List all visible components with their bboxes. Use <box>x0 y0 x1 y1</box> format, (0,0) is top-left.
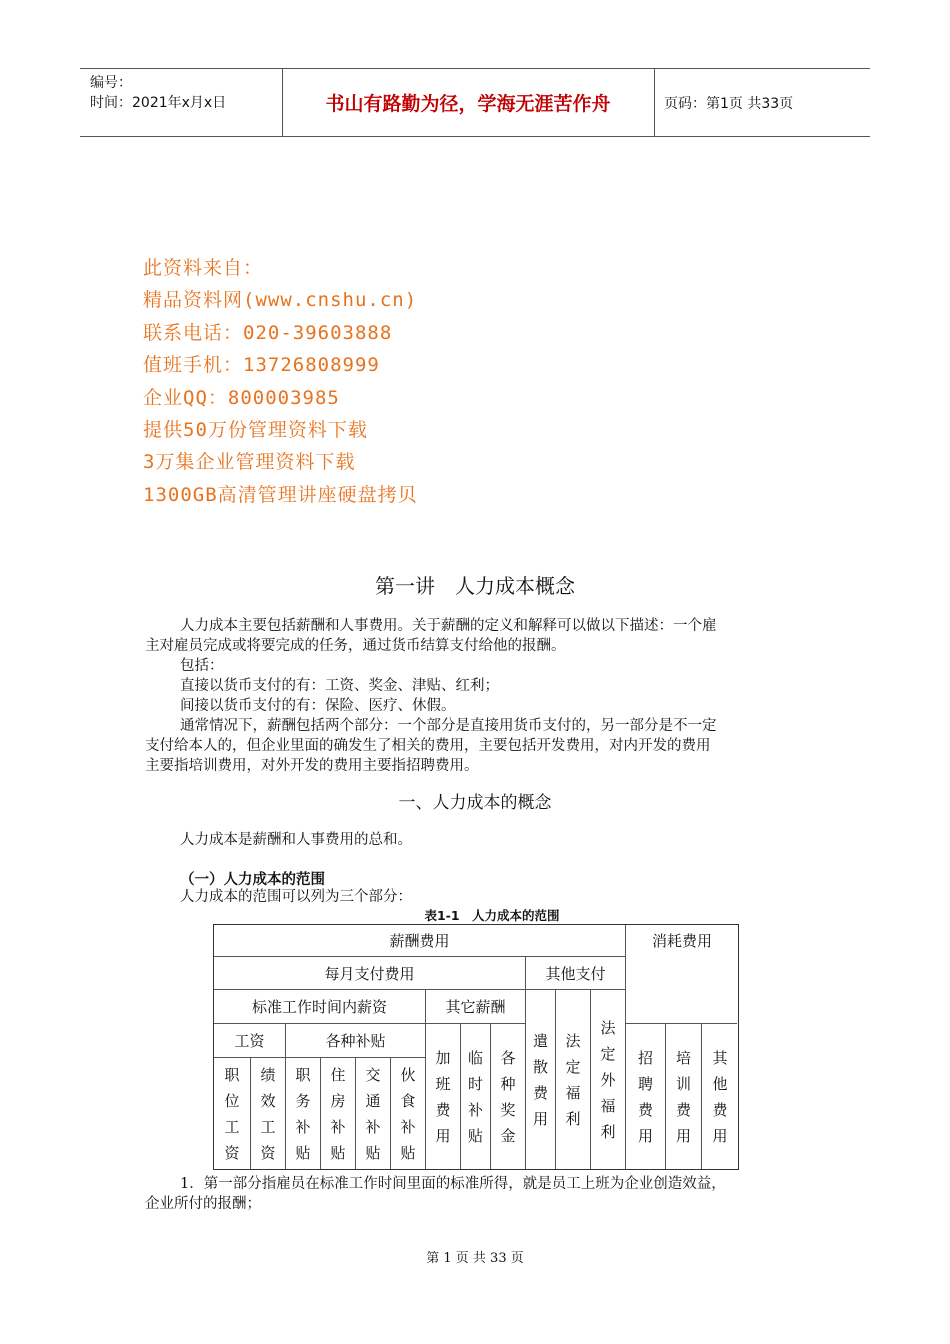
header-other-payment: 其他支付 <box>545 964 606 983</box>
item-text: 企业所付的报酬； <box>145 1196 261 1212</box>
source-line: 此资料来自： <box>143 257 264 279</box>
intro-line: 直接以货币支付的有：工资、奖金、津贴、红利； <box>180 678 499 694</box>
header-consumption-cost: 消耗费用 <box>651 932 712 950</box>
section-text: 人力成本是薪酬和人事费用的总和。 <box>180 832 412 848</box>
table-column-cell: 各 种 奖 金 <box>500 1048 516 1145</box>
date-label: 时间：2021年x月x日 <box>90 95 227 111</box>
table-column-cell: 法 定 外 福 利 <box>600 1018 616 1141</box>
subsection-title: （一）人力成本的范围 <box>180 872 325 888</box>
intro-line: 通常情况下，薪酬包括两个部分：一个部分是直接用货币支付的，另一部分是不一定 <box>180 718 717 734</box>
table-column-cell: 交 通 补 贴 <box>365 1065 381 1162</box>
header-page-number: 页码：第1页 共33页 <box>664 96 794 112</box>
page-header <box>80 68 870 137</box>
page-footer: 第 1 页 共 33 页 <box>426 1251 524 1266</box>
table-column-cell: 绩 效 工 资 <box>260 1065 276 1162</box>
source-line: 3万集企业管理资料下载 <box>143 451 356 474</box>
cost-scope-table <box>213 924 739 1170</box>
section-title: 一、人力成本的概念 <box>398 793 552 813</box>
header-monthly-payment: 每月支付费用 <box>324 964 415 983</box>
header-standard-hours-pay: 标准工作时间内薪资 <box>251 998 387 1016</box>
intro-line: 人力成本主要包括薪酬和人事费用。关于薪酬的定义和解释可以做以下描述：一个雇 <box>180 618 717 634</box>
code-label: 编号： <box>90 75 132 91</box>
table-column-cell: 遣 散 费 用 <box>532 1031 548 1128</box>
source-line: 1300GB高清管理讲座硬盘拷贝 <box>143 483 418 506</box>
source-line: 联系电话：020-39603888 <box>143 321 393 344</box>
intro-line: 主要指培训费用，对外开发的费用主要指招聘费用。 <box>145 758 479 774</box>
header-wages: 工资 <box>234 1032 265 1050</box>
intro-line: 间接以货币支付的有：保险、医疗、休假。 <box>180 698 456 714</box>
table-column-cell: 法 定 福 利 <box>565 1031 581 1128</box>
header-meta <box>90 73 226 113</box>
header-salary-cost: 薪酬费用 <box>389 932 450 950</box>
item-text: 1．第一部分指雇员在标准工作时间里面的标准所得，就是员工上班为企业创造效益， <box>180 1176 726 1192</box>
table-column-cell: 其 他 费 用 <box>712 1048 728 1145</box>
header-allowances: 各种补贴 <box>325 1032 386 1050</box>
source-line: 企业QQ：800003985 <box>143 386 340 409</box>
header-other-pay: 其它薪酬 <box>445 998 506 1016</box>
source-line: 值班手机：13726808999 <box>143 354 380 377</box>
table-column-cell: 住 房 补 贴 <box>330 1065 346 1162</box>
table-column-cell: 职 务 补 贴 <box>295 1065 311 1162</box>
source-info-block <box>143 252 418 511</box>
table-column-cell: 招 聘 费 用 <box>637 1048 653 1145</box>
intro-line: 包括： <box>180 658 224 674</box>
table-column-cell: 职 位 工 资 <box>224 1065 240 1162</box>
header-motto: 书山有路勤为径，学海无涯苦作舟 <box>325 93 611 115</box>
header-divider <box>654 69 655 136</box>
subsection-text: 人力成本的范围可以列为三个部分： <box>180 889 412 905</box>
table-caption: 表1-1 人力成本的范围 <box>424 908 560 923</box>
table-column-cell: 临 时 补 贴 <box>467 1048 483 1145</box>
intro-line: 支付给本人的，但企业里面的确发生了相关的费用，主要包括开发费用，对内开发的费用 <box>145 738 711 754</box>
lecture-title: 第一讲 人力成本概念 <box>375 574 575 598</box>
intro-line: 主对雇员完成或将要完成的任务，通过货币结算支付给他的报酬。 <box>145 638 566 654</box>
table-column-cell: 培 训 费 用 <box>675 1048 691 1145</box>
table-column-cell: 伙 食 补 贴 <box>400 1065 416 1162</box>
table-column-cell: 加 班 费 用 <box>435 1048 451 1145</box>
source-line: 精品资料网(www.cnshu.cn) <box>143 289 418 312</box>
source-line: 提供50万份管理资料下载 <box>143 419 368 442</box>
